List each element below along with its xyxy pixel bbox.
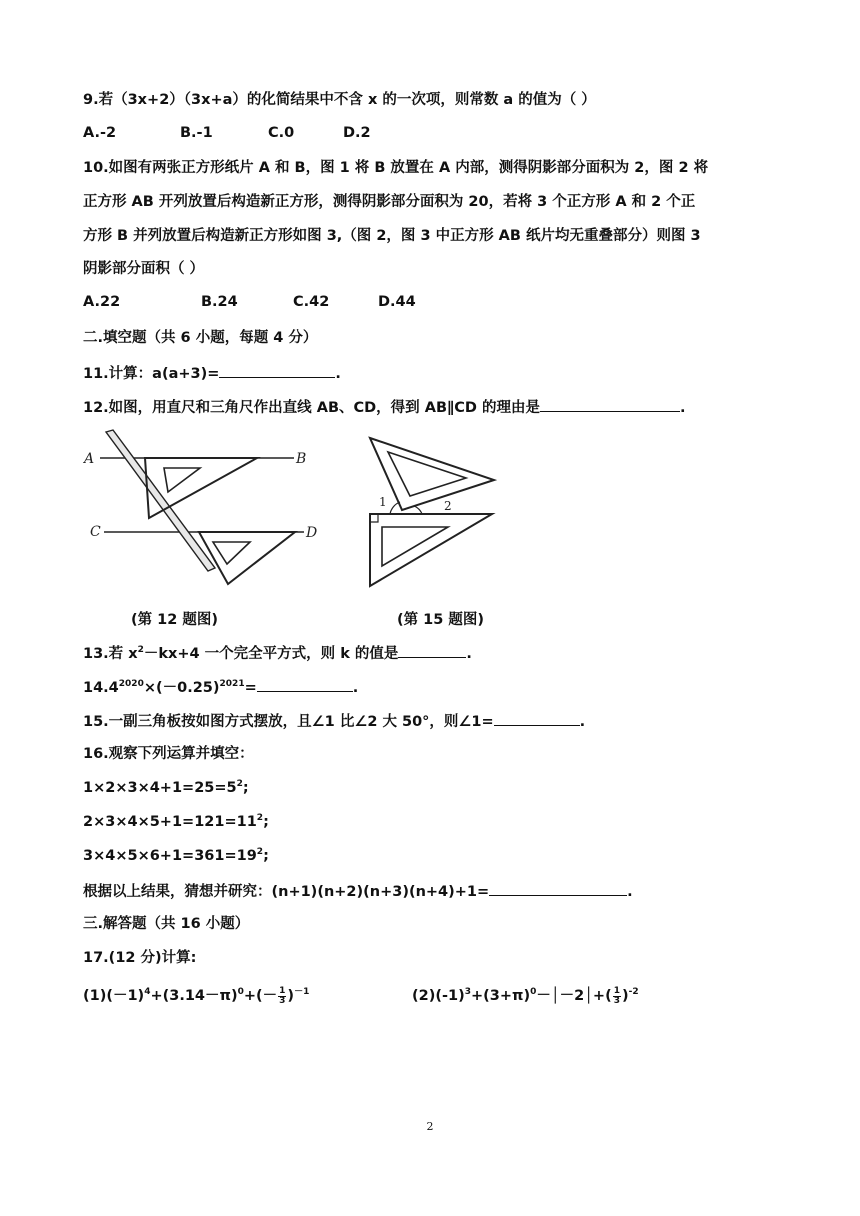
expr-exp: 0 (237, 987, 244, 998)
expr-exp: 0 (530, 987, 537, 998)
fraction-one-third (278, 987, 286, 1006)
question-13 (83, 642, 472, 664)
q13-text-a: 13.若 x (83, 646, 138, 662)
question-14 (83, 676, 358, 698)
numerator: 1 (279, 985, 286, 996)
expr-a: (2)(-1) (412, 988, 465, 1004)
eq-exponent: 2 (256, 813, 264, 824)
answer-blank[interactable] (219, 362, 335, 378)
q9-option-d: D.2 (343, 125, 371, 141)
q14-exp-2021: 2021 (219, 679, 245, 690)
question-10-line-2: 正方形 AB 开列放置后构造新正方形，测得阴影部分面积为 20，若将 3 个正方形 A 和 2 个正 (83, 194, 696, 210)
figure-15-caption: (第 15 题图) (397, 612, 485, 628)
q10-option-b: B.24 (201, 294, 238, 310)
eq-text: 1×2×3×4+1=25=5 (83, 780, 237, 796)
q14-base-neg: ×(－0.25) (143, 680, 220, 696)
expr-b: +(3+π) (470, 988, 531, 1004)
angle-1-label: 1 (379, 495, 387, 509)
q10-option-d: D.44 (378, 294, 416, 310)
q13-text-b: －kx+4 一个完全平方式，则 k 的值是 (143, 646, 399, 662)
angle-2-label: 2 (444, 499, 452, 513)
label-a: A (84, 451, 95, 467)
figure-12-caption: (第 12 题图) (131, 612, 219, 628)
q14-period: . (352, 680, 359, 696)
eq-end: ; (263, 848, 269, 864)
question-11 (83, 362, 341, 384)
label-d: D (306, 525, 318, 541)
denominator: 3 (613, 995, 620, 1006)
section-2-heading: 二.填空题（共 6 小题，每题 4 分） (83, 330, 318, 346)
question-12 (83, 396, 686, 418)
q14-equals: = (244, 680, 257, 696)
eq-text: 3×4×5×6+1=361=19 (83, 848, 257, 864)
expr-c: －│－2│+( (536, 988, 612, 1004)
q16-equation-3 (83, 846, 269, 866)
q11-period: . (335, 366, 341, 382)
q16-equation-1 (83, 778, 249, 798)
question-10-line-4: 阴影部分面积（ ） (83, 261, 205, 277)
expr-c: +(－ (243, 988, 278, 1004)
expr-a: (1)(－1) (83, 988, 145, 1004)
q10-option-c: C.42 (293, 294, 330, 310)
figure-15 (362, 434, 497, 590)
answer-blank[interactable] (398, 642, 466, 658)
q12-period: . (679, 400, 686, 416)
q17-part-2 (412, 986, 639, 1006)
expr-b: +(3.14－π) (150, 988, 238, 1004)
numerator: 1 (613, 985, 620, 996)
label-b: B (296, 451, 307, 467)
q17-part-1 (83, 986, 309, 1006)
q11-text: 11.计算：a(a+3)= (83, 366, 220, 382)
expr-exp: -2 (628, 987, 639, 998)
page-number: 2 (426, 1120, 434, 1133)
question-10-line-1: 10.如图有两张正方形纸片 A 和 B，图 1 将 B 放置在 A 内部，测得阴影部分面积为 2，图 2 将 (83, 160, 709, 176)
eq-exponent: 2 (256, 847, 264, 858)
expr-d: ) (287, 988, 295, 1004)
eq-exponent: 2 (236, 779, 243, 790)
q12-text: 12.如图，用直尺和三角尺作出直线 AB、CD，得到 AB∥CD 的理由是 (83, 400, 540, 416)
question-17-stem: 17.(12 分)计算: (83, 950, 197, 966)
answer-blank[interactable] (540, 396, 680, 412)
answer-blank[interactable] (257, 676, 353, 692)
q14-exp-2020: 2020 (118, 679, 144, 690)
q9-option-b: B.-1 (180, 125, 213, 141)
question-10-line-3: 方形 B 并列放置后构造新正方形如图 3,（图 2，图 3 中正方形 AB 纸片均无重叠部分）则图 3 (83, 228, 701, 244)
q16-conjecture-text: 根据以上结果，猜想并研究：(n+1)(n+2)(n+3)(n+4)+1= (83, 884, 490, 900)
q15-text: 15.一副三角板按如图方式摆放，且∠1 比∠2 大 50°，则∠1= (83, 714, 494, 730)
q13-exponent: 2 (137, 645, 144, 656)
figure-12 (82, 428, 327, 596)
eq-end: ; (242, 780, 249, 796)
question-9-stem: 9.若（3x+2）（3x+a）的化简结果中不含 x 的一次项，则常数 a 的值为（ ） (83, 92, 596, 108)
q16-equation-2 (83, 812, 269, 832)
answer-blank[interactable] (489, 880, 627, 896)
q10-option-a: A.22 (83, 294, 121, 310)
q9-option-c: C.0 (268, 125, 295, 141)
question-15 (83, 710, 585, 732)
q15-period: . (579, 714, 586, 730)
expr-exp: 4 (144, 987, 151, 998)
expr-exp: －1 (294, 987, 310, 998)
eq-text: 2×3×4×5+1=121=11 (83, 814, 257, 830)
label-c: C (90, 524, 101, 540)
q14-base-4: 14.4 (83, 680, 119, 696)
q16-period: . (627, 884, 633, 900)
answer-blank[interactable] (494, 710, 580, 726)
q13-period: . (466, 646, 472, 662)
expr-d: ) (621, 988, 629, 1004)
section-3-heading: 三.解答题（共 16 小题） (83, 916, 250, 932)
denominator: 3 (279, 995, 286, 1006)
q9-option-a: A.-2 (83, 125, 117, 141)
expr-exp: 3 (464, 987, 471, 998)
question-16-stem: 16.观察下列运算并填空： (83, 746, 254, 762)
fraction-one-third (613, 987, 621, 1006)
eq-end: ; (263, 814, 269, 830)
q16-conjecture (83, 880, 633, 902)
